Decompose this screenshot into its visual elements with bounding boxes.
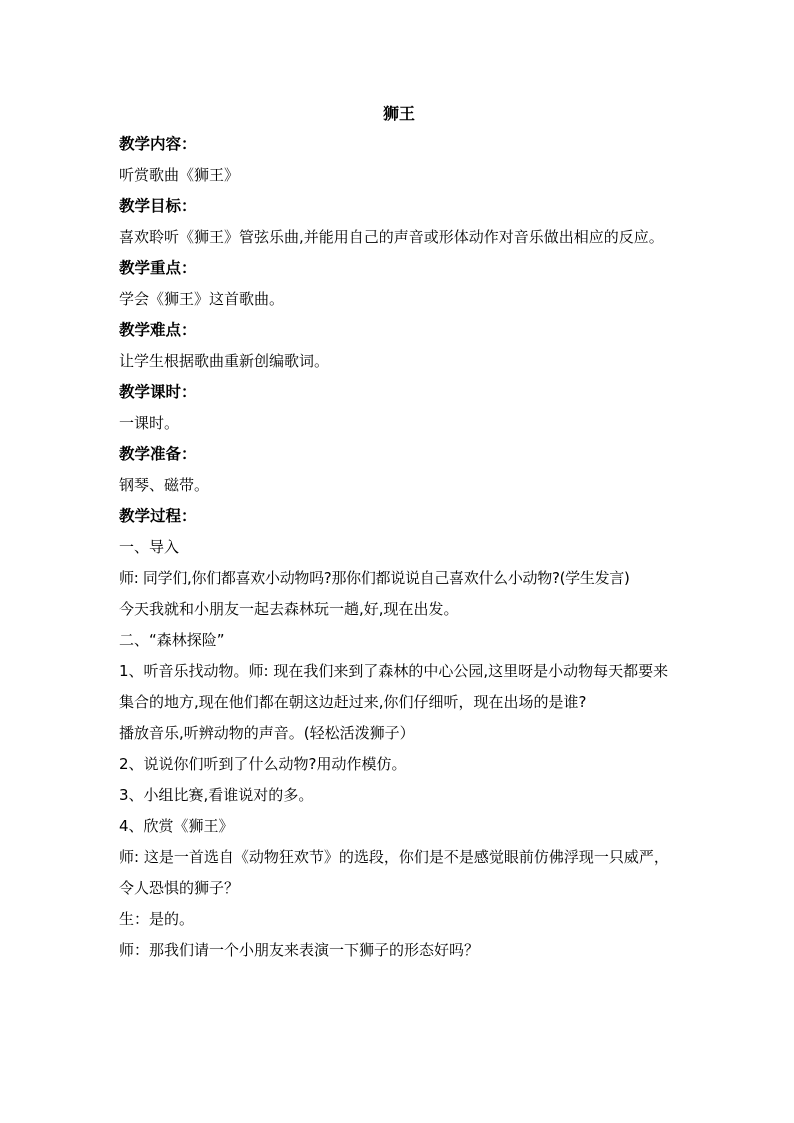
document-page: [119, 98, 679, 966]
process-line: 师: 同学们,你们都喜欢小动物吗?那你们都说说自己喜欢什么小动物?(学生发言): [119, 569, 630, 587]
section-heading-goal: 教学目标：: [119, 197, 197, 215]
process-line: 师: 这是一首选自《动物狂欢节》的选段，你们是不是感觉眼前仿佛浮现一只威严，令人恐惧的狮子？: [119, 848, 669, 897]
process-line: 师：那我们请一个小朋友来表演一下狮子的形态好吗？: [119, 941, 480, 959]
process-line: 播放音乐,听辨动物的声音。(轻松活泼狮子）: [119, 724, 415, 742]
section-text-goal: 喜欢聆听《狮王》管弦乐曲,并能用自己的声音或形体动作对音乐做出相应的反应。: [119, 228, 664, 246]
process-line: 生：是的。: [119, 910, 195, 928]
process-line: 一、导入: [119, 538, 180, 556]
process-line: 二、“森林探险”: [119, 631, 225, 649]
process-line: 2、说说你们听到了什么动物?用动作模仿。: [119, 755, 407, 773]
section-heading-prep: 教学准备：: [119, 445, 197, 463]
process-line: 4、欣赏《狮王》: [119, 817, 234, 835]
document-title: 狮王: [382, 104, 415, 123]
section-heading-process: 教学过程：: [119, 507, 197, 525]
section-text-key: 学会《狮王》这首歌曲。: [119, 290, 285, 308]
section-text-prep: 钢琴、磁带。: [119, 476, 210, 494]
section-heading-difficulty: 教学难点：: [119, 321, 197, 339]
section-heading-key: 教学重点：: [119, 259, 197, 277]
process-line: 1、听音乐找动物。师: 现在我们来到了森林的中心公园,这里呀是小动物每天都要来集合的地方,现在他们都在朝这边赶过来,你们仔细听，现在出场的是谁?: [119, 662, 669, 711]
section-text-content: 听赏歌曲《狮王》: [119, 166, 240, 184]
section-heading-content: 教学内容：: [119, 135, 197, 153]
section-text-difficulty: 让学生根据歌曲重新创编歌词。: [119, 352, 330, 370]
process-line: 今天我就和小朋友一起去森林玩一趟,好,现在出发。: [119, 600, 459, 618]
process-line: 3、小组比赛,看谁说对的多。: [119, 786, 314, 804]
section-text-hours: 一课时。: [119, 414, 180, 432]
section-heading-hours: 教学课时：: [119, 383, 197, 401]
